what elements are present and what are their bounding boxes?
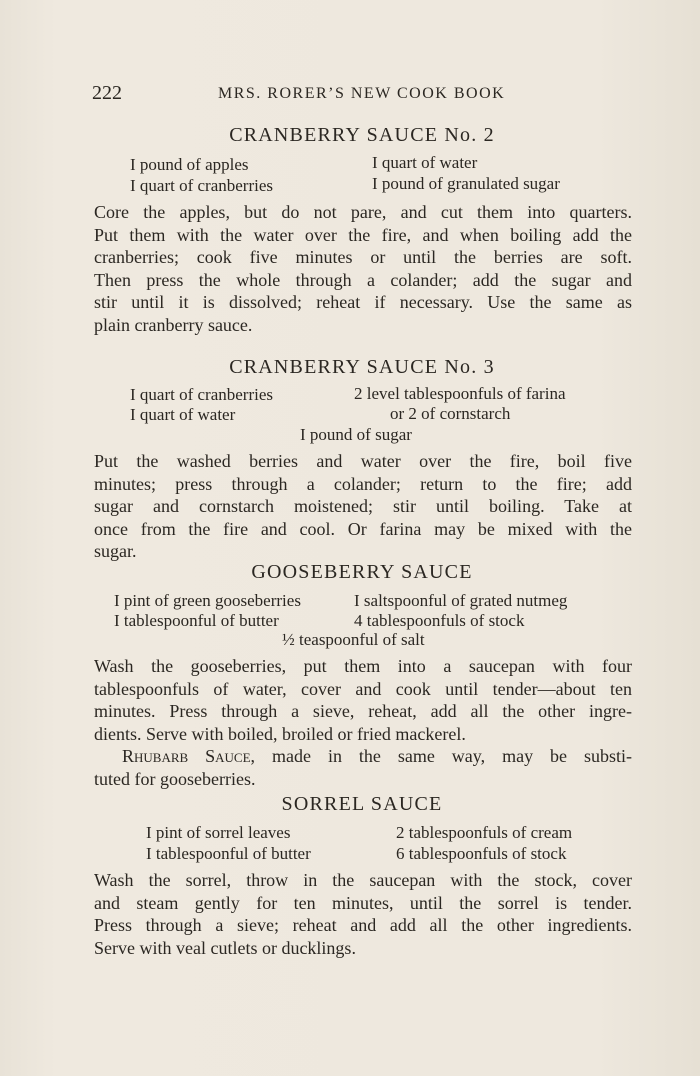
text-line: Put them with the water over the fire, and when boiling add the [94, 224, 632, 245]
ingredient: I pound of apples [130, 155, 249, 174]
note-text: made in the same way, may be substi- [272, 746, 632, 766]
ingredient: 2 tablespoonfuls of cream [396, 823, 573, 842]
ingredient: 4 tablespoonfuls of stock [354, 611, 525, 630]
section-title-sorrel: SORREL SAUCE [281, 793, 443, 815]
ingredient: I tablespoonful of butter [146, 844, 311, 863]
ingredient: I pint of green gooseberries [114, 591, 301, 610]
text-line: Wash the gooseberries, put them into a saucepan with four [94, 656, 632, 676]
text-line: Serve with veal cutlets or ducklings. [94, 937, 356, 958]
text-line: Wash the sorrel, throw in the saucepan with the stock, cover [94, 870, 632, 890]
running-head: MRS. RORER’S NEW COOK BOOK [218, 85, 506, 102]
paragraph-cranberry-2 [94, 201, 632, 336]
ingredient: I quart of water [372, 153, 478, 172]
ingredient: 2 level tablespoonfuls of farina [354, 384, 566, 403]
text-line: cranberries; cook five minutes or until the berries are soft. [94, 247, 632, 267]
paragraph-sorrel [94, 869, 632, 959]
ingredient: or 2 of cornstarch [390, 404, 511, 423]
text-line: stir until it is dissolved; reheat if necessary. Use the same as [94, 292, 632, 312]
text-line: tablespoonfuls of water, cover and cook until tender—about ten [94, 678, 632, 699]
section-title-cranberry-3: CRANBERRY SAUCE No. 3 [229, 356, 495, 378]
section-title-cranberry-2: CRANBERRY SAUCE No. 2 [229, 124, 495, 146]
rhubarb-sauce-lead: Rhubarb Sauce, [122, 746, 256, 766]
ingredient: I quart of cranberries [130, 176, 274, 195]
page-header [92, 82, 632, 112]
text-line: Core the apples, but do not pare, and cut them into quarters. [94, 202, 632, 222]
text-line: plain cranberry sauce. [94, 314, 253, 335]
ingredient: ½ teaspoonful of salt [282, 630, 425, 649]
ingredient: I saltspoonful of grated nutmeg [354, 591, 568, 610]
text-line: sugar. [94, 541, 137, 561]
text-line: Press through a sieve; reheat and add all the other ingredients. [94, 915, 632, 935]
text-line: sugar and cornstarch moistened; stir until boiling. Take at [94, 496, 632, 516]
text-line: and steam gently for ten minutes, until the sorrel is tender. [94, 892, 632, 913]
text-line [94, 745, 632, 768]
ingredient: I quart of cranberries [130, 385, 274, 404]
text-line: minutes; press through a colander; return to the fire; add [94, 473, 632, 494]
ingredient: I pound of sugar [300, 425, 412, 444]
paragraph-cranberry-3 [94, 450, 632, 563]
paragraph-gooseberry [94, 655, 632, 790]
text-line: tuted for gooseberries. [94, 768, 256, 789]
section-title-gooseberry: GOOSEBERRY SAUCE [251, 561, 473, 583]
text-line: once from the fire and cool. Or farina may be mixed with the [94, 518, 632, 539]
text-line: Then press the whole through a colander; add the sugar and [94, 269, 632, 290]
text-line: Put the washed berries and water over the fire, boil five [94, 451, 632, 471]
page-number: 222 [92, 82, 122, 104]
text-line: dients. Serve with boiled, broiled or fried mackerel. [94, 723, 466, 744]
ingredient: I pound of granulated sugar [372, 174, 560, 193]
ingredient: I pint of sorrel leaves [146, 823, 291, 842]
ingredient: I quart of water [130, 405, 236, 424]
text-line: minutes. Press through a sieve, reheat, add all the other ingre- [94, 701, 632, 721]
ingredient: I tablespoonful of butter [114, 611, 279, 630]
ingredient: 6 tablespoonfuls of stock [396, 844, 567, 863]
